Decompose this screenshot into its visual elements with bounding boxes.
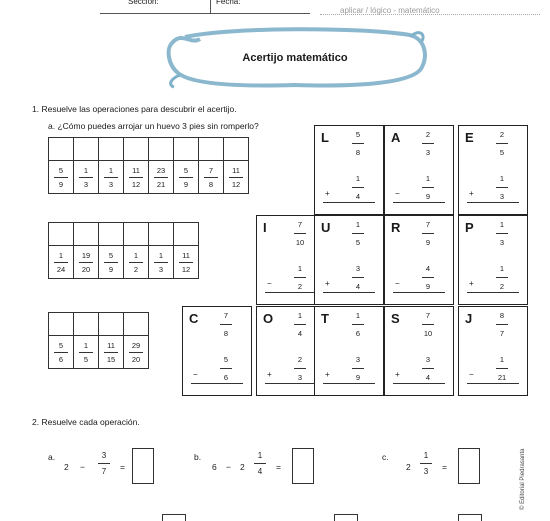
card-result-line (393, 383, 445, 384)
denominator: 5 (355, 238, 361, 247)
answer-letter-box[interactable] (49, 313, 74, 336)
answer-fraction-cell (224, 161, 249, 194)
seccion-label: Sección: (128, 0, 159, 6)
q2b-minus: − (226, 462, 231, 472)
denominator: 3 (158, 264, 164, 274)
header-line (100, 13, 310, 14)
card-fraction-1 (343, 220, 373, 247)
answer-letter-box[interactable] (149, 223, 174, 246)
numerator: 1 (499, 220, 505, 229)
denominator: 4 (425, 373, 431, 382)
denominator: 4 (355, 192, 361, 201)
card-fraction-2 (285, 264, 315, 291)
numerator: 1 (499, 174, 505, 183)
denominator: 8 (223, 329, 229, 338)
letter-card-L (314, 125, 384, 215)
answer-letter-box[interactable] (224, 138, 249, 161)
card-operator: − (193, 370, 198, 379)
numerator: 7 (425, 311, 431, 320)
answer-fraction-cell (74, 246, 99, 279)
card-operator: − (395, 189, 400, 198)
card-fraction-2 (413, 174, 443, 201)
card-letter: O (263, 311, 274, 326)
denominator: 9 (425, 282, 431, 291)
card-fraction-2 (487, 355, 517, 382)
q2b-answer-box[interactable] (292, 448, 314, 484)
q2b-label: b. (194, 452, 202, 462)
numerator: 5 (183, 165, 189, 175)
fecha-label: Fecha: (216, 0, 241, 6)
answer-grid-1 (48, 137, 249, 194)
letter-card-P (458, 215, 528, 305)
card-operator: − (395, 279, 400, 288)
letter-card-S (384, 306, 454, 396)
answer-letter-box[interactable] (174, 223, 199, 246)
denominator: 2 (133, 264, 139, 274)
card-fraction-1 (487, 311, 517, 338)
q2a-equals: = (120, 462, 125, 472)
card-result-line (191, 383, 243, 384)
letter-card-C (182, 306, 252, 396)
numerator: 7 (223, 311, 229, 320)
header-divider (210, 0, 211, 14)
card-operator: + (267, 370, 272, 379)
numerator: 11 (132, 165, 140, 175)
denominator: 6 (355, 329, 361, 338)
numerator: 5 (108, 250, 114, 260)
answer-letter-box[interactable] (99, 313, 124, 336)
denominator: 2 (499, 282, 505, 291)
q2c-equals: = (442, 462, 447, 472)
numerator: 3 (425, 355, 431, 364)
card-letter: T (321, 311, 329, 326)
numerator: 2 (297, 355, 303, 364)
answer-letter-box[interactable] (99, 138, 124, 161)
q2c-denominator: 3 (423, 467, 429, 476)
card-result-line (393, 202, 445, 203)
denominator: 9 (183, 179, 189, 189)
denominator: 10 (423, 329, 433, 338)
answer-fraction-cell (199, 161, 224, 194)
denominator: 5 (499, 148, 505, 157)
numerator: 11 (107, 340, 115, 350)
q2b-mixed-whole: 2 (240, 462, 245, 472)
answer-letter-box[interactable] (124, 313, 149, 336)
denominator: 12 (231, 179, 241, 189)
q2b-equals: = (276, 462, 281, 472)
denominator: 3 (108, 179, 114, 189)
card-letter: J (465, 311, 473, 326)
card-fraction-1 (487, 130, 517, 157)
numerator: 1 (499, 355, 505, 364)
numerator: 19 (81, 250, 91, 260)
answer-fraction-cell (99, 161, 124, 194)
numerator: 7 (208, 165, 214, 175)
numerator: 23 (156, 165, 166, 175)
answer-letter-box[interactable] (174, 138, 199, 161)
card-fraction-2 (343, 355, 373, 382)
denominator: 12 (131, 179, 141, 189)
card-result-line (467, 292, 519, 293)
numerator: 3 (355, 355, 361, 364)
q2c-mixed-whole: 2 (406, 462, 411, 472)
denominator: 10 (295, 238, 305, 247)
q2a-answer-box[interactable] (132, 448, 154, 484)
card-fraction-1 (285, 311, 315, 338)
denominator: 6 (223, 373, 229, 382)
card-letter: L (321, 130, 329, 145)
card-result-line (265, 292, 317, 293)
numerator: 29 (131, 340, 141, 350)
numerator: 2 (425, 130, 431, 139)
denominator: 9 (425, 238, 431, 247)
q2c-label: c. (382, 452, 389, 462)
answer-letter-box[interactable] (74, 223, 99, 246)
letter-card-A (384, 125, 454, 215)
q2a-label: a. (48, 452, 56, 462)
card-fraction-1 (413, 130, 443, 157)
numerator: 5 (223, 355, 229, 364)
numerator: 5 (58, 165, 64, 175)
answer-fraction-cell (149, 246, 174, 279)
card-letter: R (391, 220, 401, 235)
answer-letter-box[interactable] (149, 138, 174, 161)
skills-line (320, 14, 540, 15)
denominator: 5 (83, 354, 89, 364)
q2c-answer-box[interactable] (458, 448, 480, 484)
card-operator: − (267, 279, 272, 288)
denominator: 9 (425, 192, 431, 201)
letter-card-R (384, 215, 454, 305)
card-fraction-2 (487, 264, 517, 291)
q2a-minus: − (80, 462, 85, 472)
numerator: 7 (297, 220, 303, 229)
card-letter: E (465, 130, 474, 145)
answer-fraction-cell (99, 336, 124, 369)
card-operator: + (325, 279, 330, 288)
numerator: 1 (425, 174, 431, 183)
card-result-line (265, 383, 317, 384)
denominator: 9 (58, 179, 64, 189)
answer-fraction-cell (49, 246, 74, 279)
letter-card-T (314, 306, 384, 396)
answer-fraction-cell (49, 161, 74, 194)
numerator: 1 (355, 311, 361, 320)
card-result-line (323, 202, 375, 203)
q2b-whole: 6 (212, 462, 217, 472)
numerator: 1 (355, 220, 361, 229)
card-letter: S (391, 311, 400, 326)
banner-title: Acertijo matemático (242, 52, 348, 64)
answer-letter-box[interactable] (124, 138, 149, 161)
card-operator: + (469, 189, 474, 198)
denominator: 3 (83, 179, 89, 189)
denominator: 9 (355, 373, 361, 382)
numerator: 1 (355, 174, 361, 183)
denominator: 4 (355, 282, 361, 291)
card-fraction-1 (343, 130, 373, 157)
card-operator: + (325, 189, 330, 198)
q2a-fraction (94, 451, 114, 476)
answer-fraction-cell (74, 161, 99, 194)
denominator: 8 (355, 148, 361, 157)
answer-letter-box[interactable] (49, 223, 74, 246)
q2b-fraction (250, 451, 270, 476)
card-letter: A (391, 130, 401, 145)
publisher-credit: © Editorial Piedrasanta (520, 448, 526, 510)
numerator: 11 (182, 250, 190, 260)
numerator: 3 (355, 264, 361, 273)
card-letter: C (189, 311, 199, 326)
question-2: 2. Resuelve cada operación. (32, 417, 140, 427)
answer-fraction-cell (124, 246, 149, 279)
card-fraction-1 (487, 220, 517, 247)
answer-letter-box[interactable] (49, 138, 74, 161)
denominator: 15 (106, 354, 116, 364)
numerator: 1 (499, 264, 505, 273)
numerator: 1 (58, 250, 64, 260)
numerator: 1 (83, 340, 89, 350)
denominator: 8 (208, 179, 214, 189)
numerator: 11 (232, 165, 240, 175)
card-fraction-1 (413, 311, 443, 338)
card-operator: + (469, 279, 474, 288)
denominator: 3 (425, 148, 431, 157)
q2c-fraction (416, 451, 436, 476)
answer-letter-box[interactable] (99, 223, 124, 246)
answer-fraction-cell (49, 336, 74, 369)
denominator: 2 (297, 282, 303, 291)
denominator: 7 (499, 329, 505, 338)
q2a-numerator: 3 (101, 451, 107, 460)
denominator: 3 (499, 238, 505, 247)
answer-fraction-cell (174, 161, 199, 194)
denominator: 3 (499, 192, 505, 201)
card-fraction-2 (343, 264, 373, 291)
card-fraction-1 (285, 220, 315, 247)
card-operator: + (395, 370, 400, 379)
denominator: 6 (58, 354, 64, 364)
card-fraction-1 (413, 220, 443, 247)
card-result-line (393, 292, 445, 293)
card-fraction-2 (413, 264, 443, 291)
denominator: 20 (81, 264, 91, 274)
denominator: 21 (156, 179, 166, 189)
q2b-numerator: 1 (257, 451, 263, 460)
answer-fraction-cell (124, 161, 149, 194)
card-letter: I (263, 220, 267, 235)
card-fraction-2 (211, 355, 241, 382)
answer-fraction-cell (99, 246, 124, 279)
denominator: 21 (497, 373, 507, 382)
denominator: 3 (297, 373, 303, 382)
card-letter: P (465, 220, 474, 235)
denominator: 12 (181, 264, 191, 274)
card-result-line (323, 292, 375, 293)
letter-card-U (314, 215, 384, 305)
card-fraction-2 (487, 174, 517, 201)
card-fraction-1 (343, 311, 373, 338)
question-1a: a. ¿Cómo puedes arrojar un huevo 3 pies sin romperlo? (48, 121, 259, 131)
q2a-whole: 2 (64, 462, 69, 472)
answer-fraction-cell (149, 161, 174, 194)
numerator: 1 (108, 165, 114, 175)
answer-fraction-cell (74, 336, 99, 369)
denominator: 4 (297, 329, 303, 338)
card-operator: + (325, 370, 330, 379)
numerator: 1 (297, 311, 303, 320)
card-result-line (467, 383, 519, 384)
card-fraction-1 (211, 311, 241, 338)
letter-card-E (458, 125, 528, 215)
numerator: 1 (158, 250, 164, 260)
answer-fraction-cell (124, 336, 149, 369)
card-fraction-2 (285, 355, 315, 382)
numerator: 4 (425, 264, 431, 273)
card-fraction-2 (343, 174, 373, 201)
q2a-denominator: 7 (101, 467, 107, 476)
card-fraction-2 (413, 355, 443, 382)
denominator: 9 (108, 264, 114, 274)
numerator: 1 (83, 165, 89, 175)
card-letter: U (321, 220, 331, 235)
card-result-line (323, 383, 375, 384)
skills-text: aplicar / lógico - matemático (340, 6, 440, 15)
q2b-denominator: 4 (257, 467, 263, 476)
answer-grid-3 (48, 312, 149, 369)
question-1: 1. Resuelve las operaciones para descubrir el acertijo. (32, 104, 237, 114)
answer-letter-box[interactable] (74, 138, 99, 161)
q2c-numerator: 1 (423, 451, 429, 460)
denominator: 24 (56, 264, 66, 274)
numerator: 2 (499, 130, 505, 139)
numerator: 5 (355, 130, 361, 139)
denominator: 20 (131, 354, 141, 364)
answer-letter-box[interactable] (74, 313, 99, 336)
numerator: 1 (297, 264, 303, 273)
card-operator: − (469, 370, 474, 379)
numerator: 8 (499, 311, 505, 320)
numerator: 5 (58, 340, 64, 350)
answer-letter-box[interactable] (199, 138, 224, 161)
letter-card-J (458, 306, 528, 396)
answer-letter-box[interactable] (124, 223, 149, 246)
numerator: 1 (133, 250, 139, 260)
answer-grid-2 (48, 222, 199, 279)
numerator: 7 (425, 220, 431, 229)
card-result-line (467, 202, 519, 203)
answer-fraction-cell (174, 246, 199, 279)
